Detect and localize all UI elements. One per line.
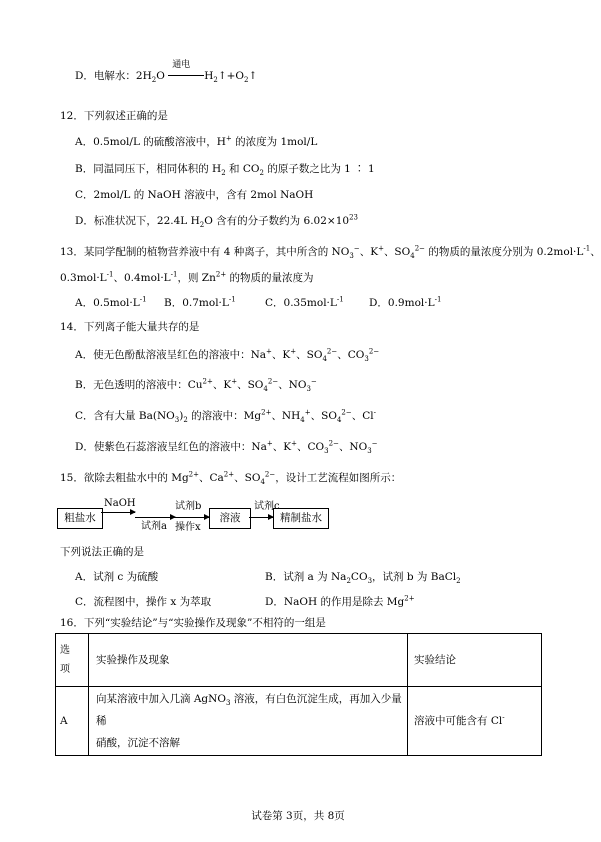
- sup: −: [353, 244, 360, 253]
- text: 13．某同学配制的植物营养液中有 4 种离子，其中所含的 NO: [60, 246, 350, 258]
- q13-option-d: [369, 297, 441, 310]
- q13-option-b: [164, 297, 236, 310]
- arrow-4: [249, 517, 273, 518]
- q15-option-a: A．试剂 c 为硫酸: [75, 571, 159, 583]
- q13-stem-line1: [60, 246, 601, 259]
- header-conclusion: 实验结论: [408, 634, 542, 687]
- text: A．使无色酚酞溶液呈红色的溶液中：Na: [75, 349, 267, 361]
- text: 0.3mol·L: [60, 272, 107, 284]
- text: B．无色透明的溶液中：Cu: [75, 379, 203, 391]
- electrolysis-arrow: [168, 60, 204, 82]
- text: 、SO: [237, 379, 264, 391]
- q12-stem: 12．下列叙述正确的是: [60, 110, 168, 122]
- sup: 23: [349, 213, 358, 222]
- text: 向某溶液中加入几滴 AgNO: [96, 693, 226, 705]
- text: H: [204, 70, 214, 82]
- arrow-label: 通电: [172, 60, 191, 70]
- q15-option-d: [265, 596, 415, 609]
- sup: +: [291, 439, 297, 448]
- sup: 2+: [404, 594, 415, 603]
- sup: +: [225, 134, 232, 143]
- reagent-b-label: 试剂b: [175, 501, 202, 512]
- text: D．0.9mol·L: [369, 297, 435, 309]
- sub: 2: [199, 221, 205, 230]
- sup: +: [304, 408, 311, 417]
- sup: +: [266, 347, 272, 356]
- text: 的溶液中：Mg: [187, 410, 262, 422]
- sup: 2+: [223, 470, 235, 479]
- sub: 3: [367, 447, 372, 456]
- sup: 2−: [264, 470, 276, 479]
- sup: 2+: [202, 377, 213, 386]
- sub: 4: [300, 416, 305, 425]
- sup: -1: [170, 270, 178, 279]
- text: D．电解水：2H: [75, 70, 152, 82]
- q13-stem-line2: [60, 272, 314, 285]
- text: B．同温同压下，相同体积的 H: [75, 163, 222, 175]
- text: B．0.7mol·L: [164, 297, 229, 309]
- text: 、K: [212, 379, 232, 391]
- text: D．标准状况下，22.4L H: [75, 215, 200, 227]
- text: 、SO: [234, 472, 261, 484]
- sup: 2−: [368, 347, 380, 356]
- row-a-operation: [89, 687, 408, 756]
- text: 、0.4mol·L: [113, 272, 171, 284]
- row-a-conclusion: [408, 687, 542, 756]
- text: 15．欲除去粗盐水中的 Mg: [60, 472, 189, 484]
- sub: 4: [336, 416, 342, 425]
- sup: 2−: [326, 347, 338, 356]
- text: O: [156, 70, 165, 82]
- sup: 2+: [261, 408, 272, 417]
- text: 的原子数之比为 1 ∶ 1: [263, 163, 375, 175]
- header-option: [56, 634, 89, 687]
- sup: -: [373, 408, 377, 417]
- reagent-c-label: 试剂c: [254, 501, 280, 512]
- text: ，试剂 b 为 BaCl: [372, 571, 457, 583]
- refined-brine-box: 精制盐水: [273, 508, 329, 529]
- sub: 3: [225, 699, 231, 708]
- sup: +: [290, 347, 297, 356]
- q15-stem: [60, 472, 401, 485]
- text: D．NaOH 的作用是除去 Mg: [265, 596, 405, 608]
- q12-option-a: [75, 136, 317, 149]
- text: 的浓度为 1mol/L: [231, 136, 318, 148]
- sub: 2: [151, 76, 157, 85]
- table-row: [56, 687, 542, 756]
- sup: +: [378, 244, 384, 253]
- reagent-a-label: 试剂a: [141, 521, 167, 532]
- sup: 2−: [267, 377, 279, 386]
- sub: 2: [213, 76, 218, 85]
- q16-stem: 16．下列“实验结论”与“实验操作及现象”不相符的一组是: [60, 617, 326, 629]
- q12-option-c: C．2mol/L 的 NaOH 溶液中，含有 2mol NaOH: [75, 189, 314, 201]
- q14-option-a: [75, 349, 379, 362]
- q14-option-d: [75, 441, 378, 454]
- page-footer: 试卷第 3页，共 8页: [251, 810, 345, 822]
- sub: 4: [263, 385, 268, 394]
- text: 、CO: [337, 349, 365, 361]
- sup: -1: [106, 270, 114, 279]
- text: 和 CO: [225, 163, 260, 175]
- sub: 4: [260, 478, 265, 487]
- row-a-option: A: [56, 687, 89, 756]
- text: 的物质的量浓度为: [226, 272, 314, 284]
- sub: 2: [183, 416, 188, 425]
- q13-option-a: [75, 297, 147, 310]
- text: ，则 Zn: [177, 272, 216, 284]
- sup: 2−: [341, 408, 352, 417]
- text: 溶液中可能含有 Cl: [414, 714, 503, 727]
- text: C．含有大量 Ba(NO: [75, 410, 175, 422]
- sub: 3: [306, 385, 311, 394]
- q14-option-c: [75, 410, 376, 423]
- text: 、Ca: [199, 472, 224, 484]
- sup: −: [371, 439, 378, 448]
- sub: 2: [346, 577, 351, 586]
- text: B．试剂 a 为 Na: [265, 571, 347, 583]
- sub: 2: [456, 577, 461, 586]
- q14-option-b: [75, 379, 317, 392]
- text: 、K: [272, 441, 292, 453]
- arrow-2: [135, 517, 175, 518]
- sup: +: [266, 439, 273, 448]
- sup: -1: [434, 295, 442, 304]
- arrow-3: [175, 517, 209, 518]
- text: A．0.5mol/L 的硫酸溶液中，H: [75, 136, 226, 148]
- text: 、Cl: [351, 410, 374, 422]
- sup: -1: [139, 295, 147, 304]
- text: 、SO: [296, 349, 323, 361]
- text: 、K: [271, 349, 291, 361]
- text: ↑+O: [217, 70, 245, 82]
- sup: -: [502, 713, 505, 722]
- sub: 2: [221, 169, 226, 178]
- text: 、SO: [310, 410, 337, 422]
- text: CO: [350, 571, 368, 583]
- q14-stem: 14．下列离子能大量共存的是: [60, 321, 200, 333]
- q16-table: [55, 633, 542, 756]
- text: 、: [590, 246, 601, 258]
- q11-option-d: [75, 60, 258, 85]
- q15-option-b: [265, 571, 461, 584]
- sub: 4: [322, 355, 327, 364]
- naoh-label: NaOH: [104, 498, 136, 509]
- sup: −: [310, 377, 317, 386]
- sub: 2: [259, 169, 264, 178]
- sup: 2+: [188, 470, 199, 479]
- q12-option-b: [75, 163, 375, 176]
- sup: -1: [583, 244, 591, 253]
- sup: +: [231, 377, 238, 386]
- text: O 含有的分子数约为 6.02×10: [204, 215, 350, 227]
- header-option-text: 选项: [60, 645, 70, 675]
- sup: -1: [228, 295, 236, 304]
- sup: 2+: [215, 270, 227, 279]
- text: A．0.5mol·L: [75, 297, 140, 309]
- text: 、SO: [383, 246, 411, 258]
- q15-option-c: C．流程图中，操作 x 为萃取: [75, 596, 212, 608]
- text: ，设计工艺流程如图所示：: [275, 472, 402, 484]
- sup: -1: [336, 295, 344, 304]
- sub: 2: [244, 76, 249, 85]
- text: 、NH: [271, 410, 301, 422]
- text: 、K: [359, 246, 379, 258]
- text: 溶液，有白色沉淀生成，再加入少量稀: [96, 693, 402, 728]
- text: 的物质的量浓度分别为 0.2mol·L: [425, 246, 584, 258]
- header-operation: 实验操作及现象: [89, 634, 408, 687]
- solution-box: 溶液: [209, 508, 251, 529]
- text: 、CO: [296, 441, 325, 453]
- text: D．使紫色石蕊溶液呈红色的溶液中：Na: [75, 441, 267, 453]
- sub: 3: [364, 355, 369, 364]
- sub: 4: [410, 252, 415, 261]
- sub: 3: [174, 416, 180, 425]
- text: C．0.35mol·L: [265, 297, 337, 309]
- sub: 3: [324, 447, 329, 456]
- sup: 2−: [414, 244, 426, 253]
- operation-x-label: 操作x: [175, 522, 201, 533]
- text: ): [179, 410, 184, 422]
- q13-option-c: [265, 297, 344, 310]
- crude-brine-box: 粗盐水: [57, 508, 103, 529]
- q12-option-d: [75, 215, 358, 228]
- q15-prompt: 下列说法正确的是: [60, 546, 144, 558]
- text: 、NO: [338, 441, 368, 453]
- table-header-row: [56, 634, 542, 687]
- sup: 2−: [328, 439, 339, 448]
- sub: 3: [349, 252, 354, 261]
- text: 、NO: [278, 379, 307, 391]
- arrow-1: [101, 512, 135, 513]
- sub: 3: [367, 577, 373, 586]
- text: 硝酸，沉淀不溶解: [96, 737, 180, 750]
- text: ↑: [248, 70, 258, 82]
